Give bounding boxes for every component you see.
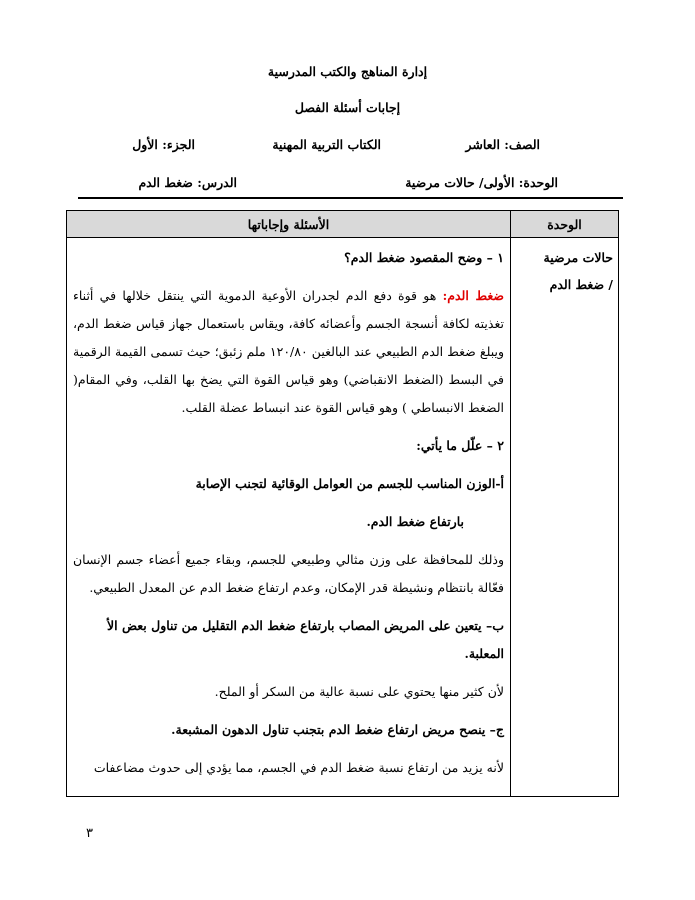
answer-1-term: ضغط الدم:: [442, 288, 504, 303]
unit-cell: [513, 244, 613, 298]
question-2: ٢ – علّل ما يأتي:: [416, 438, 504, 453]
lesson-label: الدرس: ضغط الدم: [138, 175, 237, 190]
question-2a: أ-الوزن المناسب للجسم من العوامل الوقائية لتجنب الإصابة: [195, 476, 504, 491]
answer-2a: وذلك للمحافظة على وزن مثالي وطبيعي للجسم، وبقاء جميع أعضاء جسم الإنسان فعّالة بانتظام ونشيطة قدر الإمكان، وعدم ارتفاع ضغط الدم عن المعدل الطبيعي.: [73, 552, 504, 595]
page-number: ٣: [86, 826, 93, 841]
question-2a-continued: بارتفاع ضغط الدم.: [366, 514, 464, 529]
unit-name: حالات مرضية: [543, 250, 613, 265]
header-divider: [78, 197, 623, 199]
answer-2c: لأنه يزيد من ارتفاع نسبة ضغط الدم في الجسم، مما يؤدي إلى حدوث مضاعفات: [93, 760, 504, 775]
question-2b-continued: المعلبة.: [464, 646, 504, 661]
unit-column-header: الوحدة: [547, 217, 582, 232]
department-title: إدارة المناهج والكتب المدرسية: [267, 64, 428, 79]
answer-2b: لأن كثير منها يحتوي على نسبة عالية من السكر أو الملح.: [214, 684, 504, 699]
lesson-name: / ضغط الدم: [549, 277, 613, 292]
answer-1-text: هو قوة دفع الدم لجدران الأوعية الدموية التي ينتقل خلالها في أثناء تغذيته لكافة أنسجة الجسم وأعضائه كافة، ويقاس باستعمال جهاز قياس ضغط الدم، ويبلغ ضغط الدم الطبيعي عند البالغين ١٢٠/٨٠ ملم زئبق؛ حيث تسمى القيمة الرقمية في البسط (الضغط الانقباضي) وهو قياس القوة التي يضخ بها القلب، وفي المقام( الضغط الانبساطي ) وهو قياس القوة عند انبساط عضلة القلب.: [73, 288, 504, 415]
book-label: الكتاب التربية المهنية: [272, 137, 381, 152]
document-title: إجابات أسئلة الفصل: [294, 100, 401, 115]
grade-label: الصف: العاشر: [465, 137, 540, 152]
qa-cell: [73, 244, 504, 782]
answer-1: [73, 282, 504, 422]
part-label: الجزء: الأول: [132, 137, 195, 152]
question-1: ١ – وضح المقصود ضغط الدم؟: [344, 250, 504, 265]
question-2c: ج– ينصح مريض ارتفاع ضغط الدم بتجنب تناول الدهون المشبعة.: [171, 722, 504, 737]
unit-label: الوحدة: الأولى/ حالات مرضية: [405, 175, 558, 190]
column-divider: [510, 211, 511, 796]
question-2b: ب– يتعين على المريض المصاب بارتفاع ضغط الدم التقليل من تناول بعض الأ: [107, 618, 504, 633]
qa-table: [66, 210, 619, 797]
qa-column-header: الأسئلة وإجاباتها: [247, 217, 330, 232]
